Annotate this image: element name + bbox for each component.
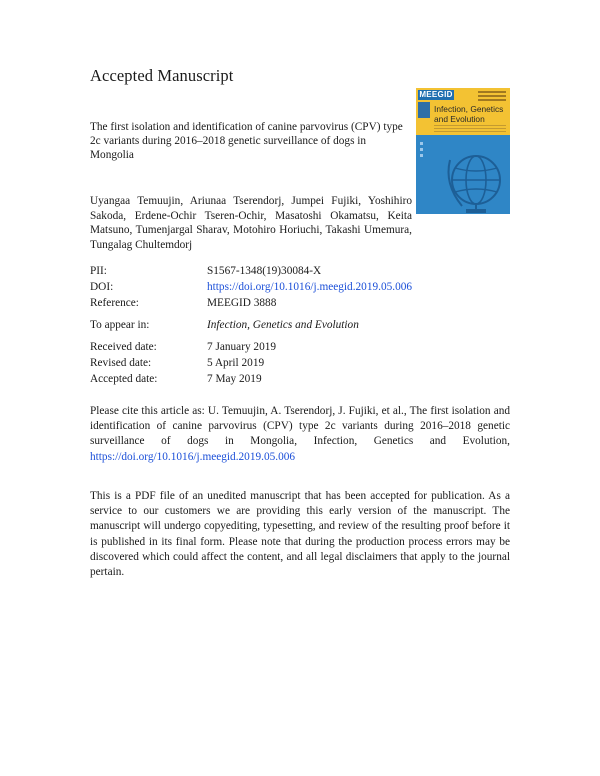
citation-doi-link[interactable]: https://doi.org/10.1016/j.meegid.2019.05.006: [90, 450, 296, 463]
reference-value: MEEGID 3888: [207, 297, 277, 309]
citation-text: Please cite this article as: U. Temuujin, A. Tserendorj, J. Fujiki, et al., The first isolation and identification of canine parvovirus (CPV) type 2c variants during 2016–2018 genetic surveillance of dogs in Mongolia, Infection, Genetics and Evolution,: [90, 405, 510, 448]
revised-date: 5 April 2019: [207, 357, 265, 369]
citation-paragraph: [90, 404, 510, 465]
article-title: The first isolation and identification of canine parvovirus (CPV) type 2c variants during 2016–2018 genetic surveillance of dogs in Mongolia: [90, 121, 403, 161]
pii-label: PII:: [90, 265, 107, 277]
received-date: 7 January 2019: [207, 341, 277, 353]
received-label: Received date:: [90, 341, 157, 353]
globe-icon: [438, 144, 504, 214]
reference-label: Reference:: [90, 297, 139, 309]
appear-label: To appear in:: [90, 319, 150, 331]
cover-journal-title: Infection, Genetics and Evolution: [434, 104, 504, 124]
cover-subtitle-lines: [434, 125, 506, 126]
author-list: Uyangaa Temuujin, Ariunaa Tserendorj, Jumpei Fujiki, Yoshihiro Sakoda, Erdene-Ochir Tseren-Ochir, Masatoshi Okamatsu, Keita Matsuno, Tumenjargal Sharav, Motohiro Horiuchi, Takashi Umemura, Tungalag Chultemdorj: [90, 195, 412, 251]
page-heading: Accepted Manuscript: [90, 66, 234, 85]
revised-label: Revised date:: [90, 357, 152, 369]
cover-issue-info: [478, 91, 506, 93]
accepted-date: 7 May 2019: [207, 373, 262, 385]
disclaimer-paragraph: This is a PDF file of an unedited manuscript that has been accepted for publication. As a service to our customers we are providing this early version of the manuscript. The manuscript will undergo copyediting, typesetting, and review of the resulting proof before it is published in its final form. Please note that during the production process errors may be discovered which could affect the content, and all legal disclaimers that apply to the journal pertain.: [90, 490, 510, 579]
journal-name: Infection, Genetics and Evolution: [207, 319, 359, 331]
pii-value: S1567-1348(19)30084-X: [207, 265, 322, 277]
cover-emblem-icon: [418, 102, 430, 118]
cover-logo: MEEGID: [419, 90, 453, 99]
doi-label: DOI:: [90, 281, 114, 293]
journal-cover-image: [416, 88, 510, 214]
cover-dots-icon: [420, 142, 423, 145]
accepted-label: Accepted date:: [90, 373, 158, 385]
doi-link[interactable]: https://doi.org/10.1016/j.meegid.2019.05.006: [207, 281, 413, 293]
